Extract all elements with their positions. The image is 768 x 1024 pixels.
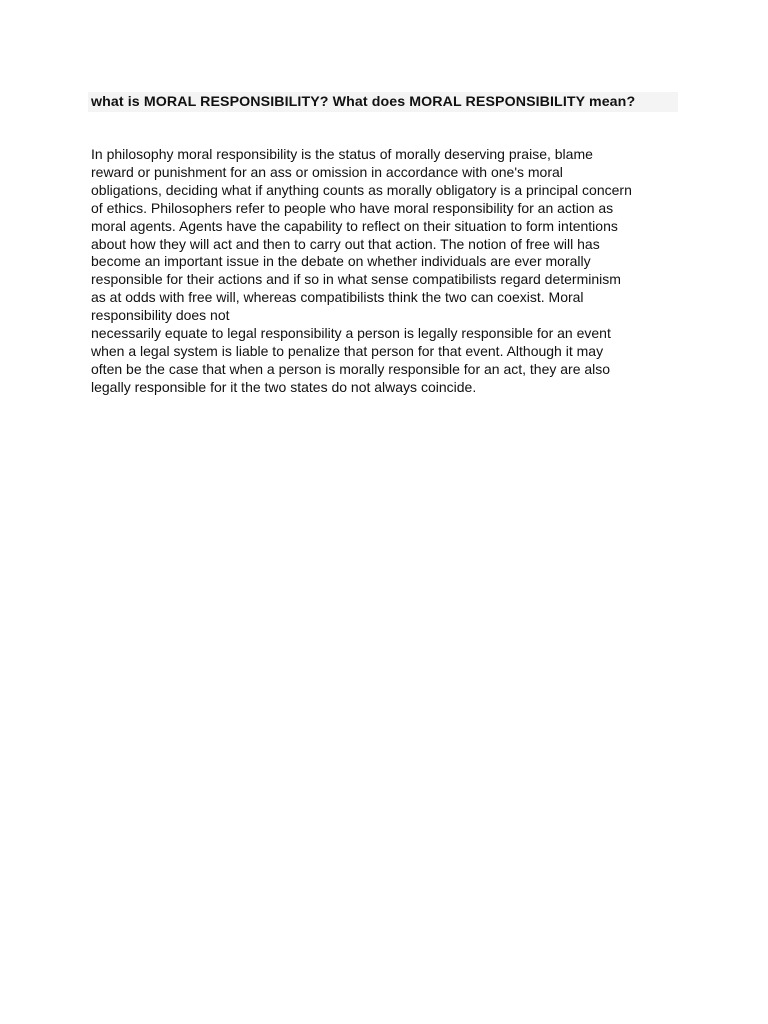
body-line-4: of ethics. Philosophers refer to people who have moral responsibility for an action as xyxy=(91,199,614,216)
body-line-1: In philosophy moral responsibility is the status of morally deserving praise, blame xyxy=(91,146,593,162)
body-line-3: obligations, deciding what if anything counts as morally obligatory is a principal concern xyxy=(91,181,632,198)
body-line-5: moral agents. Agents have the capability to reflect on their situation to form intentions xyxy=(91,217,618,234)
body-line-9: as at odds with free will, whereas compatibilists think the two can coexist. Moral xyxy=(91,289,584,306)
document-body xyxy=(91,146,691,397)
body-line-10: responsibility does not xyxy=(91,307,230,324)
body-line-11: necessarily equate to legal responsibility a person is legally responsible for an event xyxy=(91,325,611,342)
body-line-2: reward or punishment for an ass or omission in accordance with one's moral xyxy=(91,163,563,180)
body-line-8: responsible for their actions and if so in what sense compatibilists regard determinism xyxy=(91,271,621,288)
body-line-14: legally responsible for it the two states do not always coincide. xyxy=(91,378,477,395)
body-line-7: become an important issue in the debate on whether individuals are ever morally xyxy=(91,253,591,270)
body-line-12: when a legal system is liable to penalize that person for that event. Although it may xyxy=(91,342,604,359)
body-line-6: about how they will act and then to carry out that action. The notion of free will has xyxy=(91,235,600,252)
document-title: what is MORAL RESPONSIBILITY? What does MORAL RESPONSIBILITY mean? xyxy=(91,94,636,110)
body-line-13: often be the case that when a person is morally responsible for an act, they are also xyxy=(91,360,611,377)
